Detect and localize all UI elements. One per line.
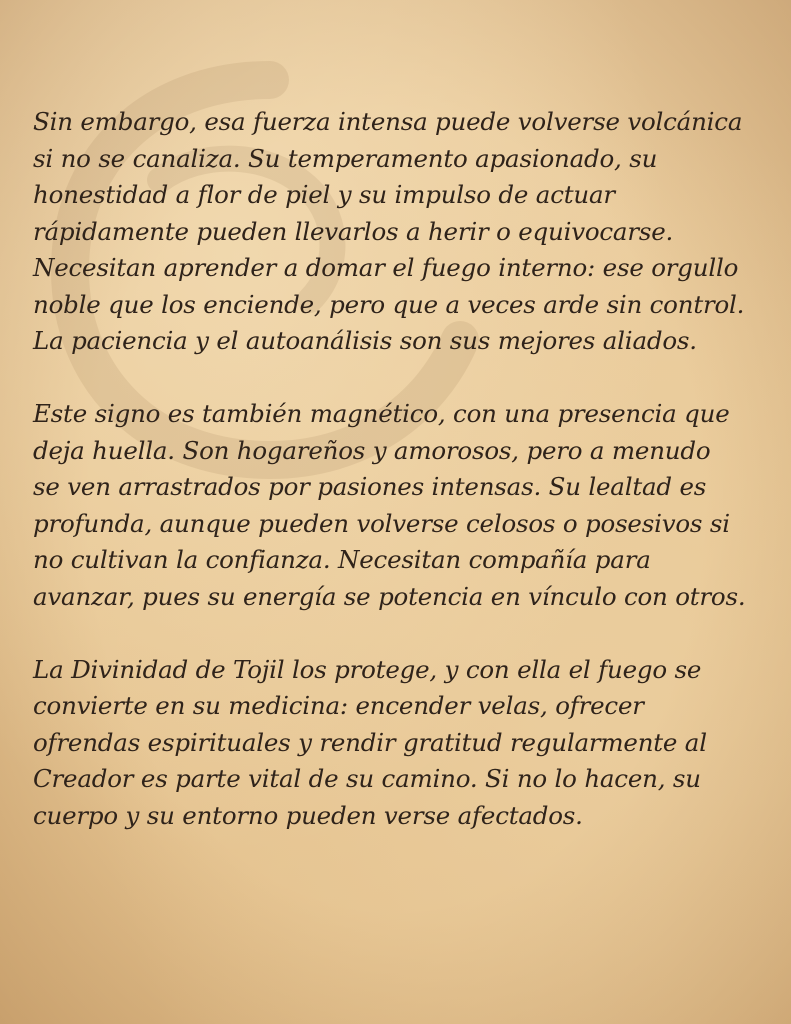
text-line: noble que los enciende, pero que a veces arde sin control. (33, 289, 745, 319)
text-line: La paciencia y el autoanálisis son sus mejores aliados. (33, 326, 697, 355)
text-line: Este signo es también magnético, con una presencia que (33, 399, 730, 428)
text-line: ofrendas espirituales y rendir gratitud regularmente al (33, 727, 707, 757)
text-line: se ven arrastrados por pasiones intensas. Su lealtad es (33, 472, 707, 501)
text-line: convierte en su medicina: encender velas, ofrecer (33, 691, 644, 720)
text-line: no cultivan la confianza. Necesitan compañía para (33, 545, 651, 574)
text-line: deja huella. Son hogareños y amorosos, pero a menudo (33, 435, 711, 465)
text-line: Sin embargo, esa fuerza intensa puede volverse volcánica (33, 107, 743, 136)
text-line: rápidamente pueden llevarlos a herir o equivocarse. (33, 216, 674, 246)
text-line: si no se canaliza. Su temperamento apasionado, su (33, 143, 658, 173)
text-line: honestidad a flor de piel y su impulso de actuar (33, 180, 615, 209)
text-line: avanzar, pues su energía se potencia en vínculo con otros. (33, 581, 746, 611)
paragraph-3 (33, 652, 785, 835)
text-line: La Divinidad de Tojil los protege, y con ella el fuego se (33, 654, 702, 684)
body-text (33, 104, 785, 871)
paragraph-1 (33, 104, 785, 360)
text-line: profunda, aunque pueden volverse celosos o posesivos si (33, 508, 730, 538)
text-line: cuerpo y su entorno pueden verse afectados. (33, 800, 583, 830)
text-line: Creador es parte vital de su camino. Si no lo hacen, su (33, 764, 701, 793)
paragraph-2 (33, 396, 785, 615)
text-line: Necesitan aprender a domar el fuego interno: ese orgullo (33, 253, 739, 282)
